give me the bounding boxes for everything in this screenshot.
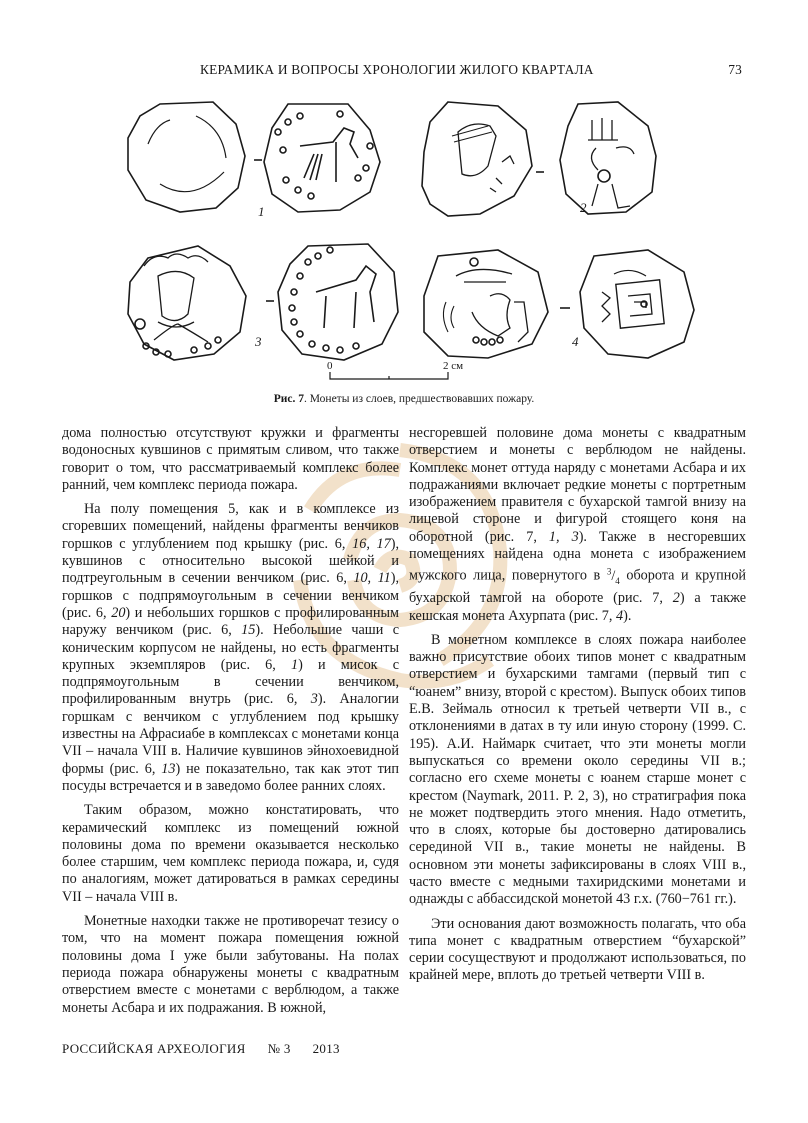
coin-1-reverse xyxy=(264,104,380,212)
fraction: $^3/_4$ xyxy=(606,566,620,586)
figure-reference: 20 xyxy=(111,604,126,621)
journal-name: РОССИЙСКАЯ АРХЕОЛОГИЯ xyxy=(62,1041,246,1056)
text-run: ). Небольшие чаши с коническим корпусом не найдены, но есть фрагменты крупных экземпляров (рис. 6, xyxy=(62,622,399,673)
text-run: ). xyxy=(623,607,632,624)
text-run: ), кувшинов с относительно высокой шейкой и подтреугольным в сечении венчиком (рис. 6, xyxy=(62,535,400,587)
coin-3-reverse xyxy=(278,244,398,360)
coin-4-obverse xyxy=(424,250,548,358)
left-column xyxy=(62,425,399,1024)
figure-reference: 4 xyxy=(616,607,624,624)
text-run: Эти основания дают возможность полагать, что оба типа монет с квадратным отверстием “бухарской” серии сосуществуют и продолжают использоваться, по крайней мере, вплоть до третьей четверти VIII в. xyxy=(409,915,746,984)
text-run: ) и небольших горшков с профилированным наружу венчиком (рис. 6, xyxy=(62,604,399,639)
paragraph xyxy=(409,632,746,909)
text-run: Монетные находки также не противоречат тезису о том, что на момент пожара помещения южной половины дома I уже были забутованы. На полах периода пожара обнаружены монеты с квадратным отверстием вместе с монетами с верблюдом, а также монеты Асбара и их подражания. В южной, xyxy=(62,913,399,1016)
running-head xyxy=(150,62,746,82)
figure-reference: 2 xyxy=(672,590,680,607)
text-run: ) и мисок с подпрямоугольным в сечении венчиком, профилированным внутрь (рис. 6, xyxy=(62,656,400,708)
paragraph xyxy=(409,916,746,985)
figure-reference: 1, 3 xyxy=(548,528,579,545)
coin-2-reverse xyxy=(560,102,656,214)
paragraph xyxy=(409,425,746,625)
text-run: ), горшков с подпрямоугольным в сечении венчиком (рис. 6, xyxy=(62,570,399,621)
figure-caption xyxy=(60,393,748,405)
coin-number-3: 3 xyxy=(255,334,262,349)
text-run: несгоревшей половине дома монеты с квадратным отверстием и монеты с верблюдом не найдены. Комплекс монет оттуда наряду с монетами Асбара и их подражаниями включает редкие монеты с портретным изображением правителя с бухарской тамгой внизу на лицевой стороне и фигурой стоящего коня на оборотной (рис. 7, xyxy=(409,425,746,545)
text-run: На полу помещения 5, как и в комплексе из сгоревших помещений, найдены фрагменты венчиков горшков с углублением под крышку (рис. 6, xyxy=(62,501,399,552)
scale-bar xyxy=(330,372,448,379)
coin-drawings xyxy=(118,96,718,396)
scale-end-label: 2 см xyxy=(443,360,464,372)
figure-7-coins xyxy=(118,96,718,396)
paragraph xyxy=(62,913,399,1017)
caption-text: . Монеты из слоев, предшествовавших пожару. xyxy=(303,393,535,405)
text-run: дома полностью отсутствуют кружки и фрагменты водоносных кувшинов с примятым сливом, что также говорит о том, что рассматриваемый комплекс более ранний, чем комплекс периода пожара. xyxy=(62,425,399,493)
figure-reference: 3 xyxy=(310,691,318,708)
coin-number-1: 1 xyxy=(258,204,265,219)
figure-reference: 15 xyxy=(241,622,256,639)
paragraph xyxy=(62,501,399,795)
coin-1-obverse xyxy=(128,102,245,212)
text-run: оборота и крупной бухарской тамгой на обороте (рис. 7, xyxy=(409,568,747,607)
journal-year: 2013 xyxy=(312,1041,340,1056)
text-run: ) а также кешская монета Ахурпата (рис. 7, xyxy=(409,590,746,624)
text-run: ). Аналогии горшкам с венчиком с углублением под крышку известны на Афрасиабе в комплексах с монетами конца VII – начала VIII в. Наличие кувшинов эйнохоевидной формы (рис. 6, xyxy=(62,691,399,777)
coin-number-2: 2 xyxy=(580,200,587,215)
text-run: ). Также в несгоревших помещениях найдена одна монета с изображением мужского лица, повернутого в xyxy=(409,528,747,585)
scale-start-label: 0 xyxy=(327,360,333,372)
text-run: ) не показательно, так как этот тип посуды встречается и в заведомо более ранних слоях. xyxy=(62,760,399,794)
paragraph xyxy=(62,425,399,494)
paragraph xyxy=(62,802,399,906)
text-run: Таким образом, можно констатировать, что керамический комплекс из помещений южной половины дома по времени оказывается несколько более старшим, чем комплекс периода пожара, и, судя по аналогиям, может датироваться в рамках середины VII – начала VIII в. xyxy=(62,802,399,905)
coin-number-4: 4 xyxy=(572,334,579,349)
coin-2-obverse xyxy=(422,102,532,216)
figure-reference: 10, 11 xyxy=(353,570,391,587)
figure-reference: 13 xyxy=(161,760,176,777)
page-footer xyxy=(62,1041,362,1057)
figure-reference: 1 xyxy=(290,656,299,673)
text-run: В монетном комплексе в слоях пожара наиболее важно присутствие обоих типов монет с квадратным отверстием и бухарскими тамгами (первый тип с “юанем” внизу, второй с крестом). Выпуск обоих типов Е.В. Зеймаль относил к третьей четверти VII в., с отклонениями в датах в ту или иную сторону (1999. С. 195). А.И. Наймарк считает, что эти монеты могли выпускаться со времени около середины VII в.; согласно его схеме монеты с юанем старше монет с крестом (Naymark, 2011. P. 2, 3), но стратиграфия пока не может подтвердить этого мнения. Надо отметить, что в слоях, которые бы достоверно датировались серединой VII в., такие монеты не найдены. В основном эти монеты зафиксированы в слоях VIII в., часто вместе с медными тахиридскими монетами и однажды с аббассидской монетой 43 г.х. (760−761 гг.). xyxy=(409,631,746,908)
caption-label: Рис. 7 xyxy=(273,393,304,405)
running-title: КЕРАМИКА И ВОПРОСЫ ХРОНОЛОГИИ ЖИЛОГО КВАРТАЛА xyxy=(200,62,594,77)
coin-4-reverse xyxy=(580,250,694,358)
coin-3-obverse xyxy=(128,246,246,360)
right-column xyxy=(409,425,746,992)
page-number: 73 xyxy=(728,62,742,77)
journal-issue: № 3 xyxy=(267,1041,291,1056)
figure-reference: 16, 17 xyxy=(352,535,391,552)
